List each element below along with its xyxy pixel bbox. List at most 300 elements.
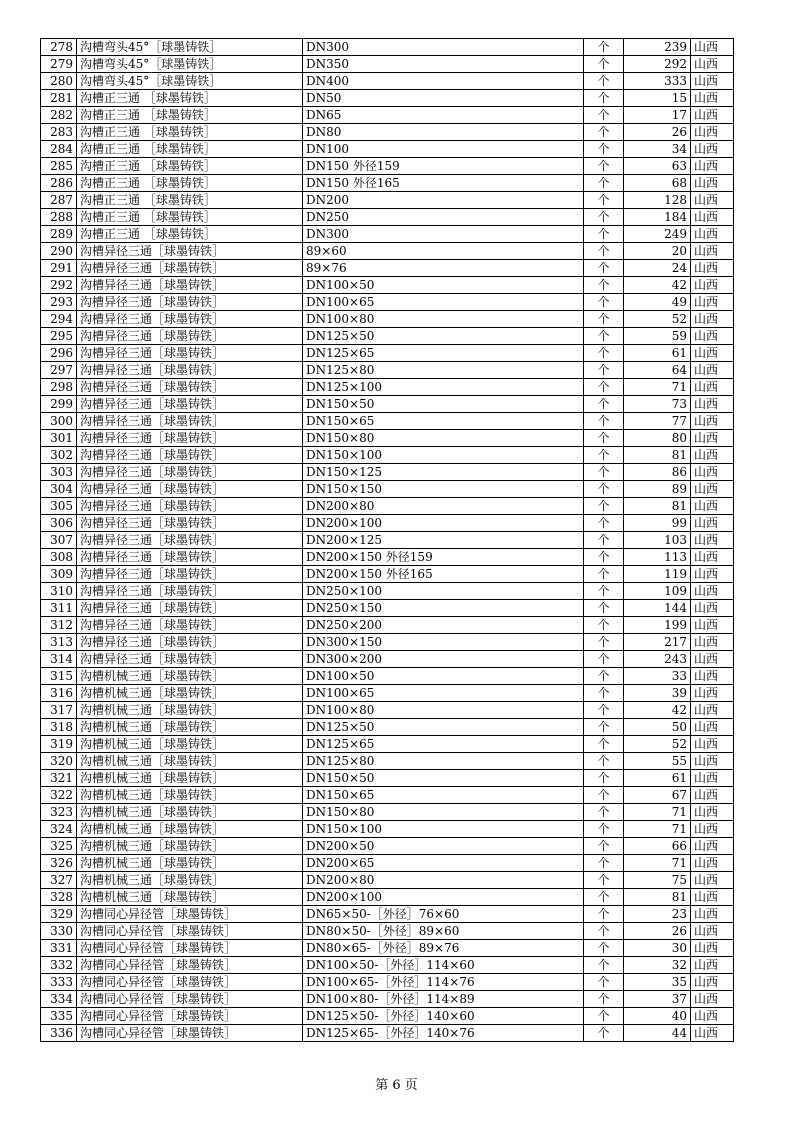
item-unit: 个 bbox=[584, 124, 624, 141]
item-region: 山西 bbox=[691, 940, 734, 957]
item-name: 沟槽机械三通［球墨铸铁］ bbox=[77, 753, 303, 770]
item-name: 沟槽正三通 ［球墨铸铁］ bbox=[77, 158, 303, 175]
table-row bbox=[41, 73, 734, 90]
row-number: 282 bbox=[41, 107, 77, 124]
item-price: 249 bbox=[624, 226, 691, 243]
item-unit: 个 bbox=[584, 260, 624, 277]
row-number: 306 bbox=[41, 515, 77, 532]
row-number: 294 bbox=[41, 311, 77, 328]
item-unit: 个 bbox=[584, 787, 624, 804]
item-unit: 个 bbox=[584, 923, 624, 940]
item-name: 沟槽异径三通［球墨铸铁］ bbox=[77, 481, 303, 498]
item-name: 沟槽机械三通［球墨铸铁］ bbox=[77, 668, 303, 685]
item-spec: DN250×100 bbox=[303, 583, 584, 600]
item-spec: DN100×65-［外径］114×76 bbox=[303, 974, 584, 991]
table-row bbox=[41, 549, 734, 566]
item-unit: 个 bbox=[584, 702, 624, 719]
item-price: 292 bbox=[624, 56, 691, 73]
item-name: 沟槽机械三通［球墨铸铁］ bbox=[77, 821, 303, 838]
item-region: 山西 bbox=[691, 311, 734, 328]
item-unit: 个 bbox=[584, 685, 624, 702]
item-price: 333 bbox=[624, 73, 691, 90]
item-spec: DN125×65 bbox=[303, 736, 584, 753]
item-name: 沟槽机械三通［球墨铸铁］ bbox=[77, 787, 303, 804]
item-spec: DN300 bbox=[303, 226, 584, 243]
table-row bbox=[41, 804, 734, 821]
row-number: 291 bbox=[41, 260, 77, 277]
item-spec: DN150×50 bbox=[303, 396, 584, 413]
item-spec: DN300×150 bbox=[303, 634, 584, 651]
item-region: 山西 bbox=[691, 906, 734, 923]
item-unit: 个 bbox=[584, 73, 624, 90]
item-unit: 个 bbox=[584, 736, 624, 753]
table-row bbox=[41, 617, 734, 634]
table-row bbox=[41, 1025, 734, 1042]
item-price: 99 bbox=[624, 515, 691, 532]
item-spec: DN100×80 bbox=[303, 702, 584, 719]
item-region: 山西 bbox=[691, 889, 734, 906]
item-name: 沟槽正三通 ［球墨铸铁］ bbox=[77, 124, 303, 141]
item-name: 沟槽正三通 ［球墨铸铁］ bbox=[77, 107, 303, 124]
item-name: 沟槽弯头45°［球墨铸铁］ bbox=[77, 56, 303, 73]
item-unit: 个 bbox=[584, 311, 624, 328]
item-region: 山西 bbox=[691, 481, 734, 498]
table-row bbox=[41, 634, 734, 651]
item-region: 山西 bbox=[691, 583, 734, 600]
item-name: 沟槽弯头45°［球墨铸铁］ bbox=[77, 39, 303, 56]
table-row bbox=[41, 940, 734, 957]
item-name: 沟槽正三通 ［球墨铸铁］ bbox=[77, 175, 303, 192]
item-unit: 个 bbox=[584, 328, 624, 345]
item-spec: DN100×65 bbox=[303, 685, 584, 702]
item-unit: 个 bbox=[584, 1008, 624, 1025]
item-region: 山西 bbox=[691, 192, 734, 209]
item-spec: DN100×50-［外径］114×60 bbox=[303, 957, 584, 974]
item-unit: 个 bbox=[584, 838, 624, 855]
item-region: 山西 bbox=[691, 430, 734, 447]
table-row bbox=[41, 90, 734, 107]
item-name: 沟槽正三通 ［球墨铸铁］ bbox=[77, 141, 303, 158]
item-name: 沟槽正三通 ［球墨铸铁］ bbox=[77, 226, 303, 243]
item-region: 山西 bbox=[691, 277, 734, 294]
row-number: 330 bbox=[41, 923, 77, 940]
table-row bbox=[41, 498, 734, 515]
item-region: 山西 bbox=[691, 719, 734, 736]
table-row bbox=[41, 447, 734, 464]
item-price: 113 bbox=[624, 549, 691, 566]
item-price: 109 bbox=[624, 583, 691, 600]
item-spec: DN125×50-［外径］140×60 bbox=[303, 1008, 584, 1025]
item-region: 山西 bbox=[691, 566, 734, 583]
item-unit: 个 bbox=[584, 872, 624, 889]
item-price: 64 bbox=[624, 362, 691, 379]
item-unit: 个 bbox=[584, 430, 624, 447]
table-row bbox=[41, 787, 734, 804]
item-unit: 个 bbox=[584, 447, 624, 464]
item-region: 山西 bbox=[691, 753, 734, 770]
item-price: 52 bbox=[624, 736, 691, 753]
item-price: 184 bbox=[624, 209, 691, 226]
item-spec: DN250×150 bbox=[303, 600, 584, 617]
item-unit: 个 bbox=[584, 226, 624, 243]
item-name: 沟槽异径三通［球墨铸铁］ bbox=[77, 379, 303, 396]
item-spec: DN80×50-［外径］89×60 bbox=[303, 923, 584, 940]
item-price: 73 bbox=[624, 396, 691, 413]
item-spec: DN200×100 bbox=[303, 515, 584, 532]
item-name: 沟槽正三通 ［球墨铸铁］ bbox=[77, 209, 303, 226]
row-number: 316 bbox=[41, 685, 77, 702]
item-unit: 个 bbox=[584, 770, 624, 787]
row-number: 325 bbox=[41, 838, 77, 855]
item-region: 山西 bbox=[691, 379, 734, 396]
row-number: 286 bbox=[41, 175, 77, 192]
item-spec: DN125×50 bbox=[303, 719, 584, 736]
item-unit: 个 bbox=[584, 107, 624, 124]
item-unit: 个 bbox=[584, 481, 624, 498]
row-number: 323 bbox=[41, 804, 77, 821]
row-number: 315 bbox=[41, 668, 77, 685]
item-region: 山西 bbox=[691, 685, 734, 702]
row-number: 335 bbox=[41, 1008, 77, 1025]
row-number: 284 bbox=[41, 141, 77, 158]
item-name: 沟槽异径三通［球墨铸铁］ bbox=[77, 549, 303, 566]
row-number: 302 bbox=[41, 447, 77, 464]
row-number: 308 bbox=[41, 549, 77, 566]
item-unit: 个 bbox=[584, 549, 624, 566]
item-price: 119 bbox=[624, 566, 691, 583]
item-spec: 89×60 bbox=[303, 243, 584, 260]
item-price: 23 bbox=[624, 906, 691, 923]
item-unit: 个 bbox=[584, 175, 624, 192]
item-unit: 个 bbox=[584, 345, 624, 362]
item-region: 山西 bbox=[691, 345, 734, 362]
item-spec: DN125×65 bbox=[303, 345, 584, 362]
item-name: 沟槽异径三通［球墨铸铁］ bbox=[77, 566, 303, 583]
item-price: 42 bbox=[624, 277, 691, 294]
table-row bbox=[41, 974, 734, 991]
item-spec: DN65×50-［外径］76×60 bbox=[303, 906, 584, 923]
table-row bbox=[41, 872, 734, 889]
item-price: 71 bbox=[624, 379, 691, 396]
table-row bbox=[41, 56, 734, 73]
table-body bbox=[41, 39, 734, 1042]
table-row bbox=[41, 770, 734, 787]
item-price: 81 bbox=[624, 498, 691, 515]
table-row bbox=[41, 838, 734, 855]
row-number: 324 bbox=[41, 821, 77, 838]
item-name: 沟槽异径三通［球墨铸铁］ bbox=[77, 362, 303, 379]
row-number: 278 bbox=[41, 39, 77, 56]
item-region: 山西 bbox=[691, 124, 734, 141]
item-name: 沟槽机械三通［球墨铸铁］ bbox=[77, 889, 303, 906]
row-number: 333 bbox=[41, 974, 77, 991]
item-price: 217 bbox=[624, 634, 691, 651]
item-name: 沟槽异径三通［球墨铸铁］ bbox=[77, 634, 303, 651]
item-unit: 个 bbox=[584, 396, 624, 413]
row-number: 304 bbox=[41, 481, 77, 498]
row-number: 321 bbox=[41, 770, 77, 787]
row-number: 326 bbox=[41, 855, 77, 872]
item-name: 沟槽异径三通［球墨铸铁］ bbox=[77, 260, 303, 277]
item-spec: DN125×65-［外径］140×76 bbox=[303, 1025, 584, 1042]
row-number: 319 bbox=[41, 736, 77, 753]
table-row bbox=[41, 107, 734, 124]
item-price: 50 bbox=[624, 719, 691, 736]
item-price: 49 bbox=[624, 294, 691, 311]
row-number: 334 bbox=[41, 991, 77, 1008]
item-spec: DN100×80 bbox=[303, 311, 584, 328]
item-price: 86 bbox=[624, 464, 691, 481]
item-unit: 个 bbox=[584, 855, 624, 872]
table-row bbox=[41, 668, 734, 685]
table-row bbox=[41, 209, 734, 226]
item-price: 52 bbox=[624, 311, 691, 328]
table-row bbox=[41, 311, 734, 328]
item-region: 山西 bbox=[691, 464, 734, 481]
item-spec: DN125×100 bbox=[303, 379, 584, 396]
item-name: 沟槽同心异径管［球墨铸铁］ bbox=[77, 991, 303, 1008]
item-price: 128 bbox=[624, 192, 691, 209]
item-name: 沟槽异径三通［球墨铸铁］ bbox=[77, 243, 303, 260]
table-row bbox=[41, 175, 734, 192]
item-region: 山西 bbox=[691, 872, 734, 889]
table-row bbox=[41, 345, 734, 362]
item-unit: 个 bbox=[584, 532, 624, 549]
row-number: 328 bbox=[41, 889, 77, 906]
item-price: 39 bbox=[624, 685, 691, 702]
table-row bbox=[41, 583, 734, 600]
item-name: 沟槽异径三通［球墨铸铁］ bbox=[77, 311, 303, 328]
item-price: 89 bbox=[624, 481, 691, 498]
item-name: 沟槽机械三通［球墨铸铁］ bbox=[77, 804, 303, 821]
row-number: 285 bbox=[41, 158, 77, 175]
item-region: 山西 bbox=[691, 141, 734, 158]
item-region: 山西 bbox=[691, 532, 734, 549]
item-name: 沟槽异径三通［球墨铸铁］ bbox=[77, 447, 303, 464]
item-unit: 个 bbox=[584, 498, 624, 515]
item-region: 山西 bbox=[691, 787, 734, 804]
item-name: 沟槽异径三通［球墨铸铁］ bbox=[77, 583, 303, 600]
item-region: 山西 bbox=[691, 515, 734, 532]
item-spec: DN150×80 bbox=[303, 804, 584, 821]
item-region: 山西 bbox=[691, 702, 734, 719]
item-unit: 个 bbox=[584, 753, 624, 770]
row-number: 296 bbox=[41, 345, 77, 362]
item-price: 15 bbox=[624, 90, 691, 107]
item-name: 沟槽异径三通［球墨铸铁］ bbox=[77, 464, 303, 481]
row-number: 295 bbox=[41, 328, 77, 345]
item-region: 山西 bbox=[691, 549, 734, 566]
table-row bbox=[41, 651, 734, 668]
item-unit: 个 bbox=[584, 991, 624, 1008]
item-unit: 个 bbox=[584, 940, 624, 957]
item-unit: 个 bbox=[584, 209, 624, 226]
item-unit: 个 bbox=[584, 804, 624, 821]
item-price: 239 bbox=[624, 39, 691, 56]
item-unit: 个 bbox=[584, 906, 624, 923]
item-spec: DN100×50 bbox=[303, 668, 584, 685]
table-row bbox=[41, 294, 734, 311]
item-region: 山西 bbox=[691, 175, 734, 192]
item-name: 沟槽异径三通［球墨铸铁］ bbox=[77, 515, 303, 532]
item-region: 山西 bbox=[691, 634, 734, 651]
item-spec: DN150×100 bbox=[303, 447, 584, 464]
table-row bbox=[41, 481, 734, 498]
item-price: 77 bbox=[624, 413, 691, 430]
item-spec: DN100×50 bbox=[303, 277, 584, 294]
item-spec: DN150×100 bbox=[303, 821, 584, 838]
item-spec: DN150×150 bbox=[303, 481, 584, 498]
row-number: 289 bbox=[41, 226, 77, 243]
item-name: 沟槽正三通 ［球墨铸铁］ bbox=[77, 192, 303, 209]
row-number: 327 bbox=[41, 872, 77, 889]
item-spec: DN350 bbox=[303, 56, 584, 73]
table-row bbox=[41, 413, 734, 430]
item-name: 沟槽机械三通［球墨铸铁］ bbox=[77, 838, 303, 855]
item-region: 山西 bbox=[691, 736, 734, 753]
item-price: 67 bbox=[624, 787, 691, 804]
table-row bbox=[41, 957, 734, 974]
item-unit: 个 bbox=[584, 889, 624, 906]
table-row bbox=[41, 1008, 734, 1025]
item-unit: 个 bbox=[584, 413, 624, 430]
table-row bbox=[41, 906, 734, 923]
table-row bbox=[41, 158, 734, 175]
item-name: 沟槽正三通 ［球墨铸铁］ bbox=[77, 90, 303, 107]
item-price: 66 bbox=[624, 838, 691, 855]
price-table bbox=[40, 38, 734, 1042]
item-name: 沟槽异径三通［球墨铸铁］ bbox=[77, 396, 303, 413]
item-region: 山西 bbox=[691, 107, 734, 124]
table-row bbox=[41, 464, 734, 481]
item-spec: DN250×200 bbox=[303, 617, 584, 634]
item-price: 68 bbox=[624, 175, 691, 192]
item-unit: 个 bbox=[584, 294, 624, 311]
item-region: 山西 bbox=[691, 447, 734, 464]
item-unit: 个 bbox=[584, 464, 624, 481]
item-spec: DN300×200 bbox=[303, 651, 584, 668]
item-region: 山西 bbox=[691, 821, 734, 838]
item-unit: 个 bbox=[584, 56, 624, 73]
item-unit: 个 bbox=[584, 379, 624, 396]
item-unit: 个 bbox=[584, 192, 624, 209]
item-price: 17 bbox=[624, 107, 691, 124]
table-row bbox=[41, 855, 734, 872]
table-row bbox=[41, 226, 734, 243]
table-row bbox=[41, 600, 734, 617]
row-number: 329 bbox=[41, 906, 77, 923]
item-spec: DN125×80 bbox=[303, 753, 584, 770]
item-spec: DN250 bbox=[303, 209, 584, 226]
item-region: 山西 bbox=[691, 226, 734, 243]
item-spec: DN300 bbox=[303, 39, 584, 56]
item-price: 35 bbox=[624, 974, 691, 991]
table-row bbox=[41, 379, 734, 396]
row-number: 307 bbox=[41, 532, 77, 549]
item-region: 山西 bbox=[691, 158, 734, 175]
table-row bbox=[41, 889, 734, 906]
item-region: 山西 bbox=[691, 243, 734, 260]
item-name: 沟槽机械三通［球墨铸铁］ bbox=[77, 702, 303, 719]
item-region: 山西 bbox=[691, 362, 734, 379]
item-region: 山西 bbox=[691, 770, 734, 787]
row-number: 299 bbox=[41, 396, 77, 413]
item-unit: 个 bbox=[584, 974, 624, 991]
item-region: 山西 bbox=[691, 974, 734, 991]
row-number: 313 bbox=[41, 634, 77, 651]
item-unit: 个 bbox=[584, 634, 624, 651]
table-row bbox=[41, 396, 734, 413]
item-name: 沟槽异径三通［球墨铸铁］ bbox=[77, 430, 303, 447]
table-row bbox=[41, 362, 734, 379]
item-name: 沟槽同心异径管［球墨铸铁］ bbox=[77, 974, 303, 991]
item-name: 沟槽同心异径管［球墨铸铁］ bbox=[77, 923, 303, 940]
row-number: 311 bbox=[41, 600, 77, 617]
item-spec: DN150 外径165 bbox=[303, 175, 584, 192]
item-spec: DN200×150 外径165 bbox=[303, 566, 584, 583]
table-row bbox=[41, 260, 734, 277]
row-number: 320 bbox=[41, 753, 77, 770]
row-number: 331 bbox=[41, 940, 77, 957]
item-name: 沟槽同心异径管［球墨铸铁］ bbox=[77, 1008, 303, 1025]
table-row bbox=[41, 753, 734, 770]
item-price: 37 bbox=[624, 991, 691, 1008]
row-number: 293 bbox=[41, 294, 77, 311]
item-spec: DN200×100 bbox=[303, 889, 584, 906]
item-spec: DN125×80 bbox=[303, 362, 584, 379]
row-number: 280 bbox=[41, 73, 77, 90]
item-spec: DN100 bbox=[303, 141, 584, 158]
row-number: 298 bbox=[41, 379, 77, 396]
item-name: 沟槽异径三通［球墨铸铁］ bbox=[77, 277, 303, 294]
row-number: 314 bbox=[41, 651, 77, 668]
item-spec: 89×76 bbox=[303, 260, 584, 277]
table-row bbox=[41, 685, 734, 702]
table-row bbox=[41, 124, 734, 141]
item-name: 沟槽异径三通［球墨铸铁］ bbox=[77, 413, 303, 430]
item-unit: 个 bbox=[584, 39, 624, 56]
table-row bbox=[41, 515, 734, 532]
item-price: 30 bbox=[624, 940, 691, 957]
item-region: 山西 bbox=[691, 855, 734, 872]
item-unit: 个 bbox=[584, 566, 624, 583]
item-region: 山西 bbox=[691, 73, 734, 90]
item-name: 沟槽同心异径管［球墨铸铁］ bbox=[77, 940, 303, 957]
item-name: 沟槽同心异径管［球墨铸铁］ bbox=[77, 1025, 303, 1042]
item-name: 沟槽机械三通［球墨铸铁］ bbox=[77, 872, 303, 889]
item-price: 61 bbox=[624, 345, 691, 362]
row-number: 290 bbox=[41, 243, 77, 260]
item-price: 42 bbox=[624, 702, 691, 719]
item-spec: DN150 外径159 bbox=[303, 158, 584, 175]
row-number: 303 bbox=[41, 464, 77, 481]
table-row bbox=[41, 39, 734, 56]
item-price: 71 bbox=[624, 821, 691, 838]
table-row bbox=[41, 736, 734, 753]
item-unit: 个 bbox=[584, 719, 624, 736]
table-row bbox=[41, 923, 734, 940]
item-price: 81 bbox=[624, 889, 691, 906]
item-unit: 个 bbox=[584, 362, 624, 379]
row-number: 322 bbox=[41, 787, 77, 804]
row-number: 305 bbox=[41, 498, 77, 515]
item-spec: DN200×50 bbox=[303, 838, 584, 855]
item-price: 24 bbox=[624, 260, 691, 277]
item-name: 沟槽机械三通［球墨铸铁］ bbox=[77, 719, 303, 736]
row-number: 332 bbox=[41, 957, 77, 974]
row-number: 300 bbox=[41, 413, 77, 430]
table-row bbox=[41, 277, 734, 294]
